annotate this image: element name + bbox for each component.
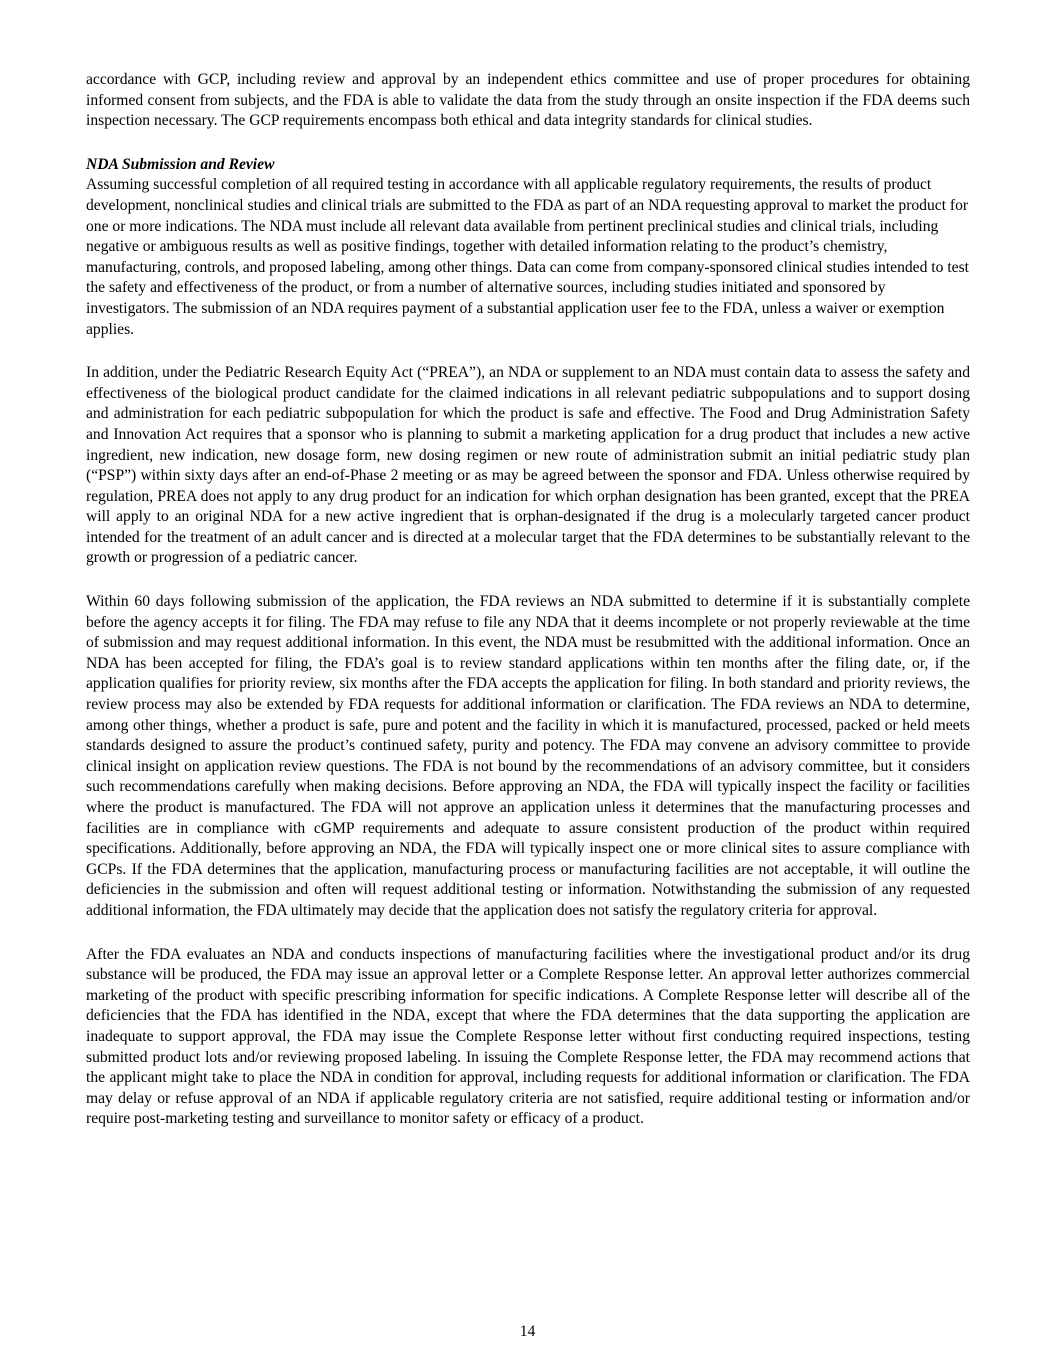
section-heading-nda-submission: NDA Submission and Review [86, 155, 275, 173]
paragraph-nda-submission: Assuming successful completion of all required testing in accordance with all applicable regulatory requirements, the results of product development, nonclinical studies and clinical trials are submitted to the FDA as part of an NDA requesting approval to market the product for one or more indications. The NDA must include all relevant data available from pertinent preclinical studies and clinical trials, including negative or ambiguous results as well as positive findings, together with detailed information relating to the product’s chemistry, manufacturing, controls, and proposed labeling, among other things. Data can come from company-sponsored clinical studies intended to test the safety and effectiveness of the product, or from a number of alternative sources, including studies initiated and sponsored by investigators. The submission of an NDA requires payment of a substantial application user fee to the FDA, unless a waiver or exemption applies. [86, 176, 969, 338]
paragraph-prea: In addition, under the Pediatric Research Equity Act (“PREA”), an NDA or supplement to an NDA must contain data to assess the safety and effectiveness of the biological product candidate for the claimed indications in all relevant pediatric subpopulations and to support dosing and administration for each pediatric subpopulation for which the product is safe and effective. The Food and Drug Administration Safety and Innovation Act requires that a sponsor who is planning to submit a marketing application for a drug product that includes a new active ingredient, new indication, new dosage form, new dosing regimen or new route of administration submit an initial pediatric study plan (“PSP”) within sixty days after an end-of-Phase 2 meeting or as may be agreed between the sponsor and FDA. Unless otherwise required by regulation, PREA does not apply to any drug product for an indication for which orphan designation has been granted, except that the PREA will apply to an original NDA for a new active ingredient that is orphan-designated if the drug is a molecularly targeted cancer product intended for the treatment of an adult cancer and is directed at a molecular target that the FDA determines to be substantially relevant to the growth or progression of a pediatric cancer. [86, 364, 970, 567]
paragraph-fda-review: Within 60 days following submission of the application, the FDA reviews an NDA submitted to determine if it is substantially complete before the agency accepts it for filing. The FDA may refuse to file any NDA that it deems incomplete or not properly reviewable at the time of submission and may request additional information. In this event, the NDA must be resubmitted with the additional information. Once an NDA has been accepted for filing, the FDA’s goal is to review standard applications within ten months after the filing date, or, if the application qualifies for priority review, six months after the FDA accepts the application for filing. In both standard and priority reviews, the review process may also be extended by FDA requests for additional information or clarification. The FDA reviews an NDA to determine, among other things, whether a product is safe, pure and potent and the facility in which it is manufactured, processed, packed or held meets standards designed to assure the product’s continued safety, purity and potency. The FDA may convene an advisory committee to provide clinical insight on application review questions. The FDA is not bound by the recommendations of an advisory committee, but it considers such recommendations carefully when making decisions. Before approving an NDA, the FDA will typically inspect the facility or facilities where the product is manufactured. The FDA will not approve an application unless it determines that the manufacturing processes and facilities are in compliance with cGMP requirements and adequate to assure consistent production of the product within required specifications. Additionally, before approving an NDA, the FDA will typically inspect one or more clinical sites to assure compliance with GCPs. If the FDA determines that the application, manufacturing process or manufacturing facilities are not acceptable, it will outline the deficiencies in the submission and often will request additional testing or information. Notwithstanding the submission of any requested additional information, the FDA ultimately may decide that the application does not satisfy the regulatory criteria for approval. [86, 593, 970, 919]
paragraph-approval-letter: After the FDA evaluates an NDA and conducts inspections of manufacturing facilities where the investigational product and/or its drug substance will be produced, the FDA may issue an approval letter or a Complete Response letter. An approval letter authorizes commercial marketing of the product with specific prescribing information for specific indications. A Complete Response letter will describe all of the deficiencies that the FDA has identified in the NDA, except that where the FDA determines that the data supporting the application are inadequate to support approval, the FDA may issue the Complete Response letter without first conducting required inspections, testing submitted product lots and/or reviewing proposed labeling. In issuing the Complete Response letter, the FDA may recommend actions that the applicant might take to place the NDA in condition for approval, including requests for additional information or clarification. The FDA may delay or refuse approval of an NDA if applicable regulatory criteria are not satisfied, require additional testing or information and/or require post-marketing testing and surveillance to monitor safety or efficacy of a product. [86, 945, 970, 1128]
paragraph-gcp-continuation: accordance with GCP, including review and approval by an independent ethics committee and use of proper procedures for obtaining informed consent from subjects, and the FDA is able to validate the data from the study through an onsite inspection if the FDA deems such inspection necessary. The GCP requirements encompass both ethical and data integrity standards for clinical studies. [86, 71, 970, 130]
document-page [86, 70, 970, 1130]
page-number: 14 [519, 1323, 536, 1340]
